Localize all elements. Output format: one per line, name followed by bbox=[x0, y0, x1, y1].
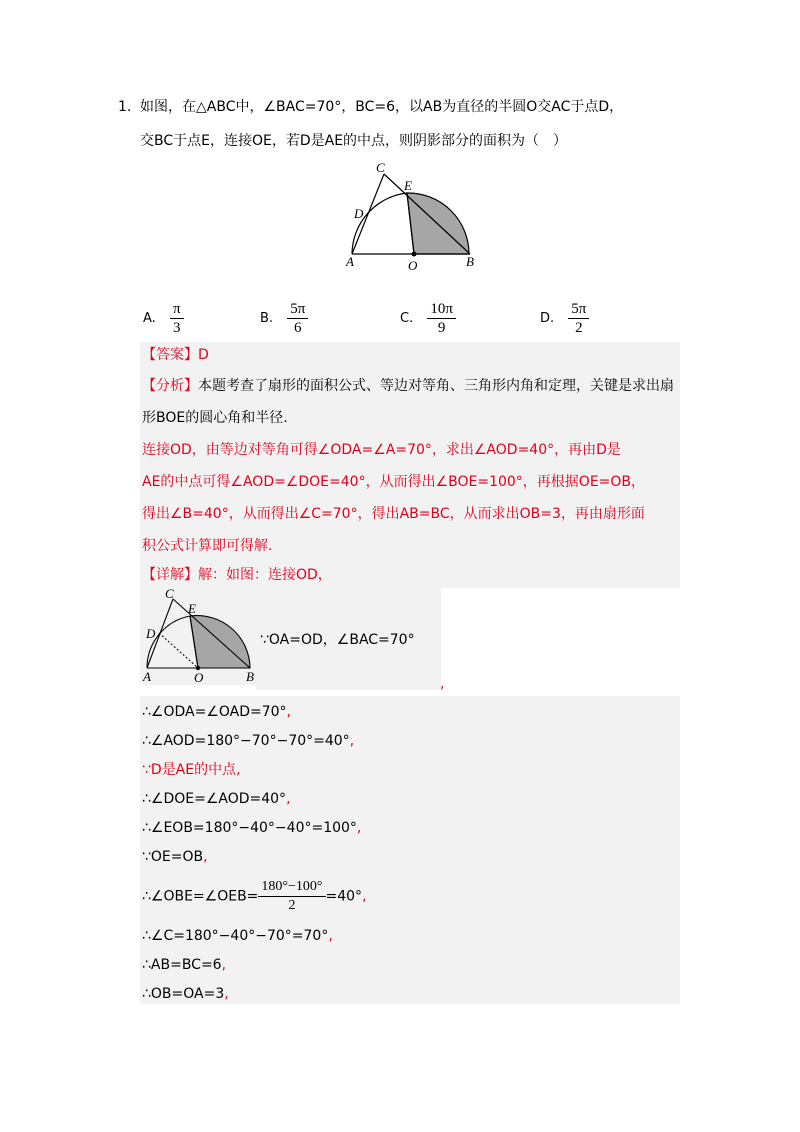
detail-figure bbox=[140, 588, 256, 685]
step-5: ∴∠EOB=180°−40°−40°=100°, bbox=[142, 820, 362, 836]
detail-label-c: C bbox=[165, 588, 174, 601]
analysis-p2: AE的中点可得∠AOD=∠DOE=40°，从而得出∠BOE=100°，再根据OE=OB， bbox=[142, 474, 646, 490]
label-e: E bbox=[404, 178, 412, 193]
analysis-p1: 连接OD，由等边对等角可得∠ODA=∠A=70°，求出∠AOD=40°，再由D是 bbox=[142, 442, 621, 458]
label-a: A bbox=[346, 254, 354, 269]
step-10: ∴OB=OA=3, bbox=[142, 986, 229, 1002]
analysis-intro-2: 形BOE的圆心角和半径. bbox=[142, 410, 288, 426]
step-7: ∴∠OBE=∠OEB= $\frac{180^\circ-100^\circ}{2}$ =40°, bbox=[142, 879, 367, 913]
main-figure bbox=[340, 160, 490, 270]
detail-tag: 【详解】 bbox=[142, 567, 198, 583]
semicircle-arc bbox=[352, 193, 407, 254]
step-3: ∵D是AE的中点, bbox=[142, 762, 241, 778]
detail-label-a: A bbox=[143, 669, 151, 684]
question-number: 1. bbox=[118, 99, 132, 115]
option-c: C. $\frac{10\pi}{9}$ bbox=[400, 300, 456, 337]
label-o: O bbox=[408, 258, 418, 270]
step-1: ∴∠ODA=∠OAD=70°, bbox=[142, 704, 291, 720]
step-9: ∴AB=BC=6, bbox=[142, 957, 227, 973]
label-d: D bbox=[354, 206, 364, 221]
answer-value: D bbox=[198, 347, 209, 363]
step-6: ∵OE=OB, bbox=[142, 849, 208, 865]
analysis-tag: 【分析】 bbox=[142, 378, 198, 394]
center-point-o bbox=[412, 252, 417, 257]
analysis-p3: 得出∠B=40°，从而得出∠C=70°，得出AB=BC，从而求出OB=3，再由扇形面 bbox=[142, 506, 645, 522]
detail-intro: 【详解】解：如图：连接OD， bbox=[142, 567, 332, 583]
answer-line bbox=[142, 345, 209, 365]
detail-segment-od bbox=[159, 633, 198, 668]
option-d: D. $\frac{5\pi}{2}$ bbox=[540, 300, 589, 337]
option-b: B. $\frac{5\pi}{6}$ bbox=[260, 300, 308, 337]
step-2: ∴∠AOD=180°−70°−70°=40°, bbox=[142, 733, 355, 749]
label-b: B bbox=[466, 254, 474, 269]
detail-label-o: O bbox=[194, 670, 204, 685]
question-line-1: 如图，在△ABC中，∠BAC=70°，BC=6，以AB为直径的半圆O交AC于点D， bbox=[140, 99, 624, 115]
detail-given: ∵OA=OD，∠BAC=70° bbox=[260, 632, 415, 648]
question-line-2: 交BC于点E，连接OE，若D是AE的中点，则阴影部分的面积为（ ） bbox=[140, 133, 568, 149]
label-c: C bbox=[376, 160, 385, 175]
detail-label-b: B bbox=[246, 669, 254, 684]
analysis-p4: 积公式计算即可得解. bbox=[142, 538, 273, 554]
step-4: ∴∠DOE=∠AOD=40°, bbox=[142, 791, 291, 807]
option-a: A. $\frac{\pi}{3}$ bbox=[143, 300, 184, 337]
step-8: ∴∠C=180°−40°−70°=70°, bbox=[142, 928, 333, 944]
answer-tag: 【答案】 bbox=[142, 347, 198, 363]
detail-given-comma: , bbox=[440, 676, 445, 692]
detail-label-d: D bbox=[146, 626, 156, 641]
analysis-intro-1: 【分析】本题考查了扇形的面积公式、等边对等角、三角形内角和定理，关键是求出扇 bbox=[142, 378, 674, 394]
detail-label-e: E bbox=[188, 601, 196, 616]
